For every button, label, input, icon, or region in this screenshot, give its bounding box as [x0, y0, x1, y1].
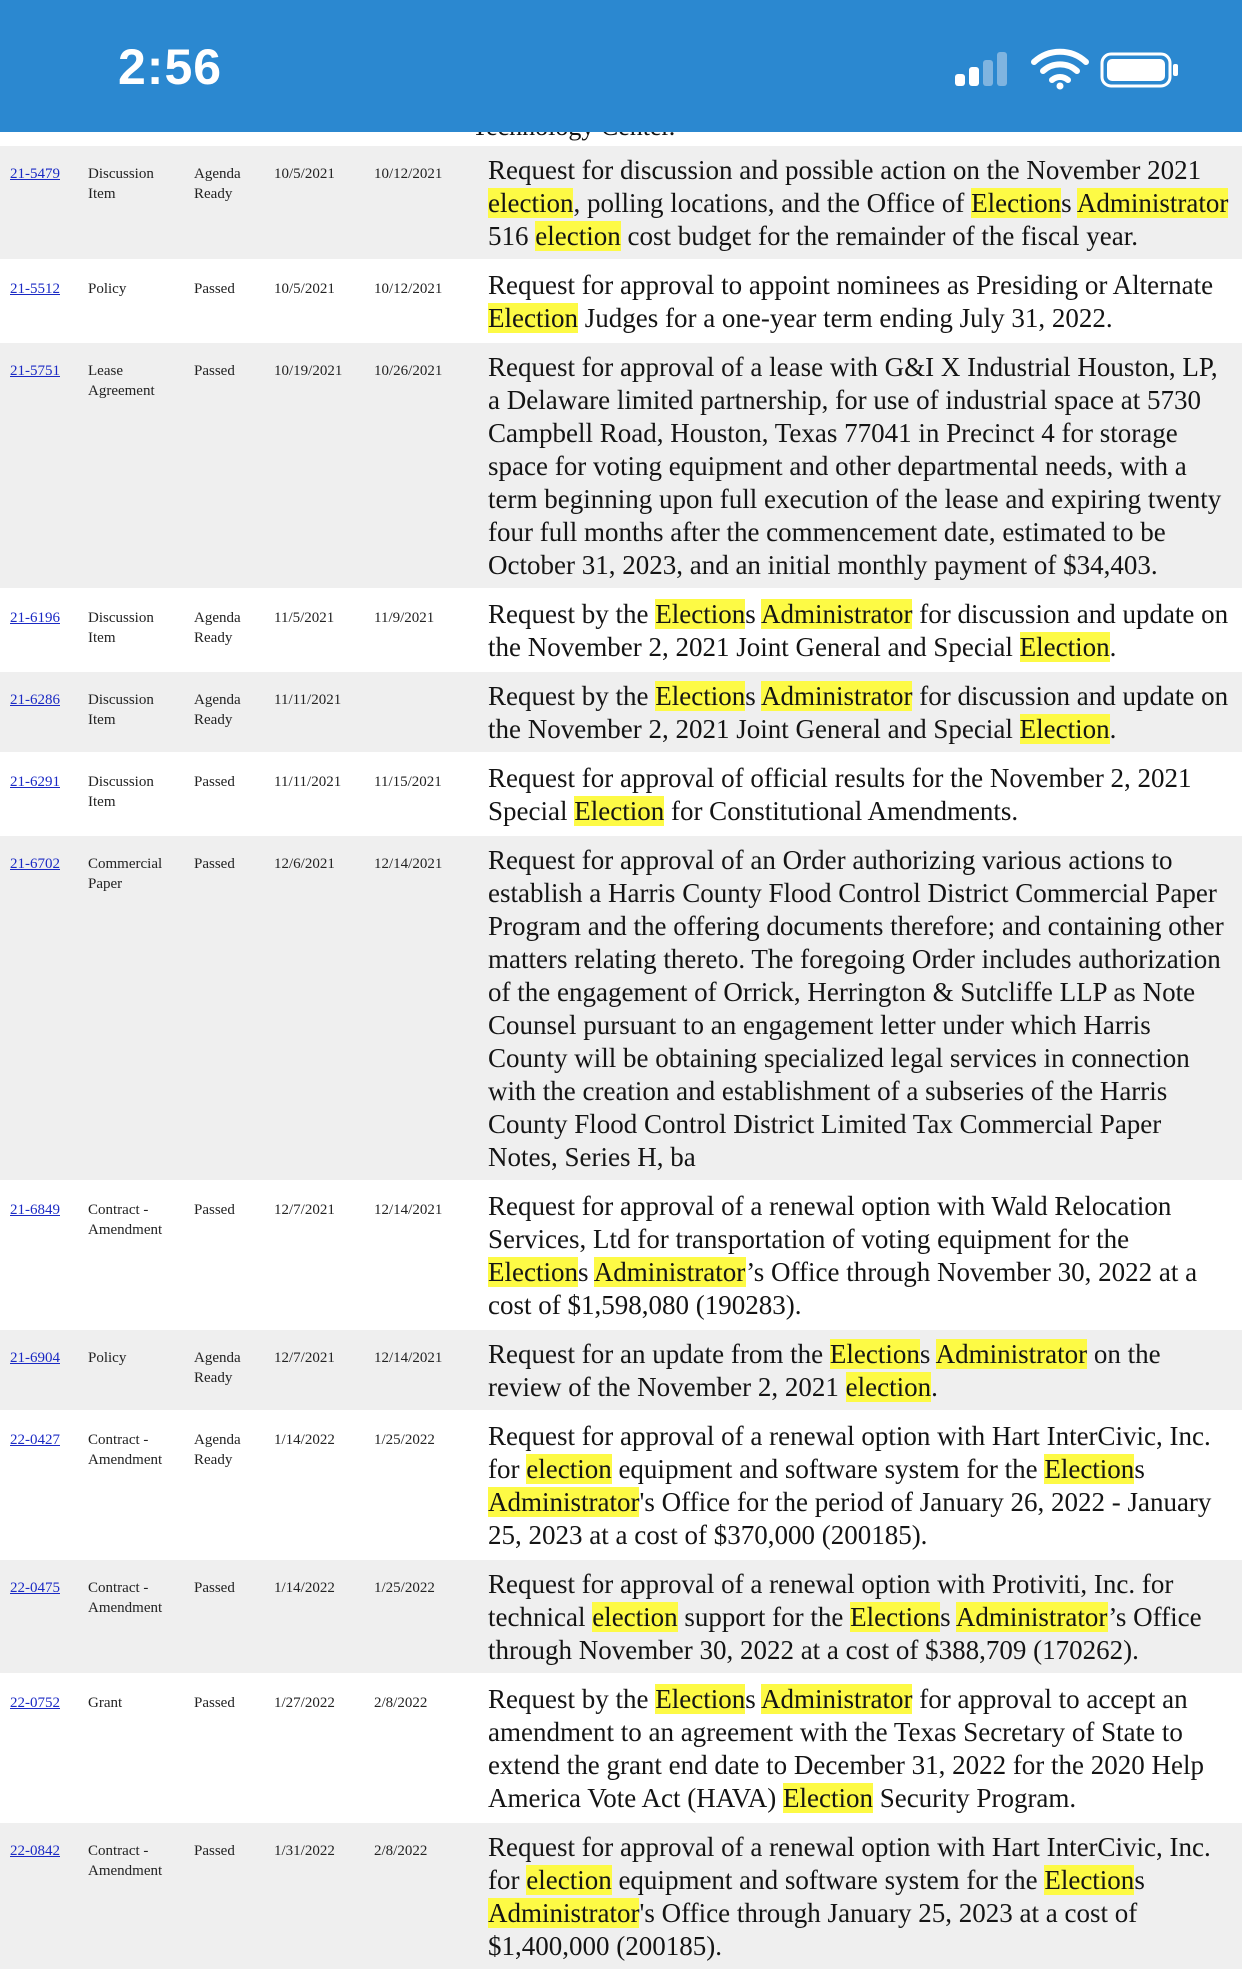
file-number-link[interactable]: 21-5512	[10, 281, 60, 297]
search-term-highlight: election	[592, 1602, 678, 1632]
intro-date-cell: 10/5/2021	[266, 260, 366, 342]
table-row	[0, 753, 1242, 835]
type-cell: Contract - Amendment	[80, 1181, 186, 1329]
title-cell: Request by the Elections Administrator for discussion and update on the November 2, 2021 Joint General and Special Election.	[468, 589, 1242, 671]
intro-date-cell: 11/5/2021	[266, 589, 366, 671]
status-cell: Passed	[186, 1674, 266, 1822]
title-cell: Request by the Elections Administrator for approval to accept an amendment to an agreement with the Texas Secretary of State to extend the grant end date to December 31, 2022 for the 2020 Help America Vote Act (HAVA) Election Security Program.	[468, 1674, 1242, 1822]
intro-date-cell: 1/14/2022	[266, 1559, 366, 1674]
type-cell: Grant	[80, 1674, 186, 1822]
file-number-cell	[0, 1411, 80, 1559]
file-number-cell	[0, 589, 80, 671]
search-term-highlight: Election	[488, 303, 578, 333]
wifi-icon	[1030, 48, 1090, 90]
final-date-cell: 1/25/2022	[366, 1411, 468, 1559]
table-row	[0, 1559, 1242, 1674]
file-number-link[interactable]: 22-0752	[10, 1695, 60, 1711]
search-term-highlight: election	[526, 1865, 612, 1895]
search-term-highlight: Election	[488, 1257, 578, 1287]
type-cell: Policy	[80, 260, 186, 342]
search-term-highlight: Election	[655, 681, 746, 711]
final-date-cell: 12/14/2021	[366, 1181, 468, 1329]
legislation-results-table	[0, 146, 1242, 1971]
battery-icon	[1100, 52, 1180, 88]
final-date-cell: 11/9/2021	[366, 589, 468, 671]
title-cell: Request for approval of an Order authorizing various actions to establish a Harris County Flood Control District Commercial Paper Program and the offering documents therefore; and containing other matters relating thereto. The foregoing Order includes authorization of the engagement of Orrick, Herrington & Sutcliffe LLP as Note Counsel pursuant to an engagement letter under which Harris County will be obtaining specialized legal services in connection with the creation and establishment of a subseries of the Harris County Flood Control District Limited Tax Commercial Paper Notes, Series H, ba	[468, 835, 1242, 1181]
title-cell: Request for approval of a renewal option with Hart InterCivic, Inc. for election equipment and software system for the Elections Administrator's Office for the period of January 26, 2022 - January 25, 2023 at a cost of $370,000 (200185).	[468, 1411, 1242, 1559]
intro-date-cell: 10/5/2021	[266, 146, 366, 260]
search-term-highlight: Administrator	[955, 1602, 1109, 1632]
file-number-link[interactable]: 21-6702	[10, 856, 60, 872]
status-cell: Passed	[186, 753, 266, 835]
status-cell: Agenda Ready	[186, 671, 266, 753]
file-number-link[interactable]: 21-6291	[10, 774, 60, 790]
intro-date-cell: 1/27/2022	[266, 1674, 366, 1822]
search-term-highlight: election	[845, 1372, 932, 1402]
cellular-signal-icon	[955, 52, 1013, 86]
type-cell: Contract - Amendment	[80, 1411, 186, 1559]
file-number-link[interactable]: 22-0842	[10, 1843, 60, 1859]
final-date-cell: 2/8/2022	[366, 1822, 468, 1970]
title-cell: Request for approval of a renewal option with Protiviti, Inc. for technical election support for the Elections Administrator’s Office through November 30, 2022 at a cost of $388,709 (170262).	[468, 1559, 1242, 1674]
search-term-highlight: election	[526, 1454, 612, 1484]
file-number-link[interactable]: 21-6904	[10, 1350, 60, 1366]
file-number-cell	[0, 342, 80, 589]
table-row	[0, 1822, 1242, 1970]
status-cell: Passed	[186, 342, 266, 589]
table-row	[0, 835, 1242, 1181]
search-term-highlight: election	[488, 188, 574, 218]
table-row	[0, 589, 1242, 671]
final-date-cell: 10/26/2021	[366, 342, 468, 589]
status-cell: Passed	[186, 1822, 266, 1970]
file-number-cell	[0, 260, 80, 342]
search-term-highlight: Administrator	[760, 1684, 913, 1714]
type-cell: Policy	[80, 1329, 186, 1411]
table-row	[0, 671, 1242, 753]
search-term-highlight: Administrator	[593, 1257, 747, 1287]
title-cell: Request for an update from the Elections Administrator on the review of the November 2, 2021 election.	[468, 1329, 1242, 1411]
intro-date-cell: 12/7/2021	[266, 1329, 366, 1411]
intro-date-cell: 11/11/2021	[266, 753, 366, 835]
final-date-cell: 12/14/2021	[366, 835, 468, 1181]
intro-date-cell: 12/6/2021	[266, 835, 366, 1181]
status-cell: Agenda Ready	[186, 1411, 266, 1559]
status-cell: Passed	[186, 835, 266, 1181]
table-row	[0, 260, 1242, 342]
search-term-highlight: Administrator	[760, 599, 913, 629]
table-row	[0, 1411, 1242, 1559]
title-cell: Request for approval to appoint nominees as Presiding or Alternate Election Judges for a one-year term ending July 31, 2022.	[468, 260, 1242, 342]
search-term-highlight: Election	[850, 1602, 941, 1632]
final-date-cell	[366, 671, 468, 753]
status-cell: Agenda Ready	[186, 146, 266, 260]
search-term-highlight: Administrator	[488, 1487, 640, 1517]
table-row	[0, 1674, 1242, 1822]
type-cell: Contract - Amendment	[80, 1822, 186, 1970]
file-number-link[interactable]: 21-6196	[10, 610, 60, 626]
type-cell: Commercial Paper	[80, 835, 186, 1181]
type-cell: Discussion Item	[80, 146, 186, 260]
table-row	[0, 146, 1242, 260]
file-number-link[interactable]: 22-0427	[10, 1432, 60, 1448]
type-cell: Contract - Amendment	[80, 1559, 186, 1674]
search-term-highlight: Election	[655, 1684, 746, 1714]
status-cell: Agenda Ready	[186, 1329, 266, 1411]
file-number-link[interactable]: 21-6849	[10, 1202, 60, 1218]
status-cell: Passed	[186, 1181, 266, 1329]
title-cell: Request for approval of a renewal option with Hart InterCivic, Inc. for election equipment and software system for the Elections Administrator's Office through January 25, 2023 at a cost of $1,400,000 (200185).	[468, 1822, 1242, 1970]
intro-date-cell: 12/7/2021	[266, 1181, 366, 1329]
status-cell: Passed	[186, 1559, 266, 1674]
final-date-cell: 11/15/2021	[366, 753, 468, 835]
type-cell: Discussion Item	[80, 753, 186, 835]
intro-date-cell: 1/14/2022	[266, 1411, 366, 1559]
search-term-highlight: Administrator	[935, 1339, 1088, 1369]
intro-date-cell: 1/31/2022	[266, 1822, 366, 1970]
table-row	[0, 342, 1242, 589]
status-cell: Passed	[186, 260, 266, 342]
file-number-cell	[0, 1559, 80, 1674]
status-bar	[0, 0, 1242, 132]
file-number-cell	[0, 1822, 80, 1970]
file-number-cell	[0, 753, 80, 835]
final-date-cell: 1/25/2022	[366, 1559, 468, 1674]
search-term-highlight: Election	[655, 599, 746, 629]
search-term-highlight: Administrator	[488, 1898, 640, 1928]
search-term-highlight: Administrator	[760, 681, 913, 711]
type-cell: Discussion Item	[80, 589, 186, 671]
file-number-cell	[0, 1329, 80, 1411]
search-term-highlight: Election	[1044, 1865, 1135, 1895]
intro-date-cell: 10/19/2021	[266, 342, 366, 589]
search-term-highlight: Election	[1044, 1454, 1135, 1484]
file-number-link[interactable]: 21-6286	[10, 692, 60, 708]
final-date-cell: 10/12/2021	[366, 260, 468, 342]
file-number-link[interactable]: 21-5479	[10, 166, 60, 182]
file-number-cell	[0, 146, 80, 260]
file-number-cell	[0, 835, 80, 1181]
table-row	[0, 1181, 1242, 1329]
search-term-highlight: Election	[1019, 632, 1110, 662]
final-date-cell: 2/8/2022	[366, 1674, 468, 1822]
title-cell: Request for discussion and possible action on the November 2021 election, polling locations, and the Office of Elections Administrator 516 election cost budget for the remainder of the fiscal year.	[468, 146, 1242, 260]
file-number-link[interactable]: 21-5751	[10, 363, 60, 379]
intro-date-cell: 11/11/2021	[266, 671, 366, 753]
search-term-highlight: election	[535, 221, 621, 251]
type-cell: Discussion Item	[80, 671, 186, 753]
search-term-highlight: Election	[574, 796, 665, 826]
results-page[interactable]	[0, 132, 1242, 1961]
title-cell: Request by the Elections Administrator for discussion and update on the November 2, 2021 Joint General and Special Election.	[468, 671, 1242, 753]
file-number-cell	[0, 1674, 80, 1822]
search-term-highlight: Election	[971, 188, 1062, 218]
type-cell: Lease Agreement	[80, 342, 186, 589]
title-cell: Request for approval of official results for the November 2, 2021 Special Election for Constitutional Amendments.	[468, 753, 1242, 835]
search-term-highlight: Administrator	[1076, 188, 1229, 218]
file-number-link[interactable]: 22-0475	[10, 1580, 60, 1596]
status-cell: Agenda Ready	[186, 589, 266, 671]
final-date-cell: 10/12/2021	[366, 146, 468, 260]
search-term-highlight: Election	[829, 1339, 920, 1369]
title-cell: Request for approval of a renewal option with Wald Relocation Services, Ltd for transportation of voting equipment for the Elections Administrator’s Office through November 30, 2022 at a cost of $1,598,080 (190283).	[468, 1181, 1242, 1329]
file-number-cell	[0, 671, 80, 753]
final-date-cell: 12/14/2021	[366, 1329, 468, 1411]
file-number-cell	[0, 1181, 80, 1329]
title-cell: Request for approval of a lease with G&I X Industrial Houston, LP, a Delaware limited partnership, for use of industrial space at 5730 Campbell Road, Houston, Texas 77041 in Precinct 4 for storage space for voting equipment and other departmental needs, with a term beginning upon full execution of the lease and expiring twenty four full months after the commencement date, estimated to be October 31, 2023, and an initial monthly payment of $34,403.	[468, 342, 1242, 589]
table-row	[0, 1329, 1242, 1411]
search-term-highlight: Election	[1019, 714, 1110, 744]
search-term-highlight: Election	[782, 1783, 873, 1813]
status-time: 2:56	[118, 39, 223, 95]
